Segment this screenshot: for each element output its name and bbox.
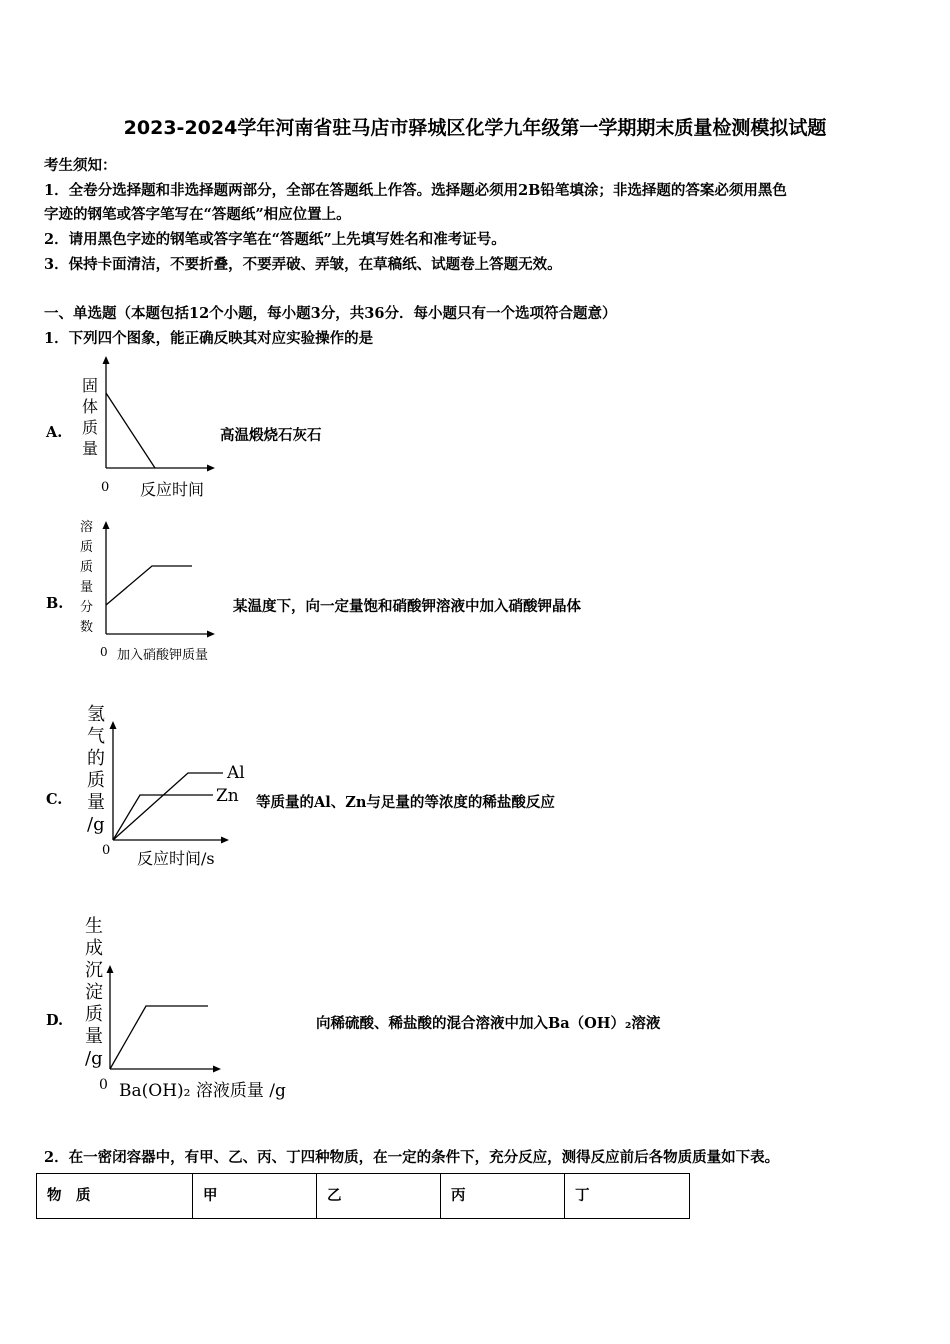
option-b-curve	[106, 566, 192, 605]
option-c-label: C.	[46, 791, 63, 808]
notice-item-1-line-2: 字迹的钢笔或答字笔写在“答题纸”相应位置上。	[44, 206, 351, 223]
option-d-ylabel-4: 淀	[85, 982, 103, 1003]
option-d-label: D.	[46, 1012, 64, 1029]
option-b-description: 某温度下，向一定量饱和硝酸钾溶液中加入硝酸钾晶体	[233, 598, 581, 615]
option-d-curve	[110, 1006, 208, 1069]
zn-curve	[113, 795, 213, 840]
option-b-origin: 0	[100, 645, 108, 659]
option-d-ylabel-1: 生	[85, 916, 103, 937]
option-d-description: 向稀硫酸、稀盐酸的混合溶液中加入Ba（OH）₂溶液	[316, 1015, 661, 1032]
option-c-description: 等质量的Al、Zn与足量的等浓度的稀盐酸反应	[256, 794, 555, 811]
table-cell: 甲	[193, 1174, 317, 1219]
option-d-ylabel-7: /g	[85, 1048, 103, 1069]
option-b-ylabel-1: 溶	[80, 520, 94, 535]
option-b-ylabel-3: 质	[80, 560, 94, 575]
option-d-ylabel-5: 质	[85, 1004, 103, 1025]
page-title: 2023-2024学年河南省驻马店市驿城区化学九年级第一学期期末质量检测模拟试题	[123, 117, 827, 139]
option-a-ylabel-2: 体	[82, 397, 99, 416]
option-c-graph	[75, 698, 260, 873]
option-c-xlabel: 反应时间/s	[137, 849, 215, 868]
option-c-ylabel-2: 气	[87, 726, 105, 747]
option-a-curve	[106, 393, 155, 468]
table-cell: 乙	[317, 1174, 441, 1219]
table-cell: 丁	[565, 1174, 690, 1219]
option-d-graph	[75, 910, 320, 1105]
option-c-ylabel-4: 质	[87, 770, 105, 791]
option-b-ylabel-6: 数	[80, 620, 94, 635]
zn-series-label: Zn	[216, 786, 239, 806]
option-a-graph	[75, 355, 225, 503]
notice-item-2: 2．请用黑色字迹的钢笔或答字笔在“答题纸”上先填写姓名和准考证号。	[44, 231, 506, 248]
al-curve	[113, 773, 223, 840]
option-a-xlabel: 反应时间	[140, 480, 205, 499]
question-2-stem: 2．在一密闭容器中，有甲、乙、丙、丁四种物质，在一定的条件下，充分反应，测得反应前后各物质质量如下表。	[44, 1149, 780, 1166]
option-b-ylabel-5: 分	[80, 600, 94, 615]
option-b-ylabel-4: 量	[80, 580, 94, 595]
option-a-ylabel-1: 固	[82, 376, 99, 395]
section-heading: 一、单选题（本题包括12个小题，每小题3分，共36分．每小题只有一个选项符合题意）	[44, 305, 617, 322]
al-series-label: Al	[227, 763, 245, 783]
option-b-ylabel-2: 质	[80, 540, 94, 555]
option-d-ylabel-3: 沉	[85, 960, 103, 981]
option-a-description: 高温煅烧石灰石	[220, 427, 322, 444]
option-d-xlabel: Ba(OH)₂ 溶液质量 /g	[119, 1081, 286, 1101]
table-cell: 丙	[441, 1174, 565, 1219]
question-1-stem: 1．下列四个图象，能正确反映其对应实验操作的是	[44, 330, 374, 347]
option-b-xlabel: 加入硝酸钾质量	[117, 648, 209, 663]
notice-heading: 考生须知：	[44, 157, 117, 174]
option-c-origin: 0	[102, 843, 111, 858]
option-a-ylabel-3: 质	[82, 418, 99, 437]
option-a-ylabel-4: 量	[82, 439, 99, 458]
notice-item-1-line-1: 1．全卷分选择题和非选择题两部分，全部在答题纸上作答。选择题必须用2B铅笔填涂；非选择题的答案必须用黑色	[44, 182, 787, 199]
option-d-ylabel-6: 量	[85, 1026, 103, 1047]
option-c-ylabel-5: 量	[87, 792, 105, 813]
notice-item-3: 3．保持卡面清洁，不要折叠，不要弄破、弄皱，在草稿纸、试题卷上答题无效。	[44, 256, 562, 273]
option-d-ylabel-2: 成	[85, 938, 103, 959]
option-a-label: A.	[46, 424, 63, 441]
option-d-origin: 0	[99, 1077, 108, 1093]
table-header-row	[37, 1174, 690, 1219]
option-c-ylabel-1: 氢	[87, 704, 105, 725]
option-b-label: B.	[46, 595, 64, 612]
substance-table	[36, 1173, 690, 1219]
option-c-ylabel-3: 的	[87, 748, 105, 769]
option-a-origin: 0	[101, 480, 110, 495]
option-b-graph	[75, 512, 235, 667]
option-c-ylabel-6: /g	[87, 814, 105, 835]
table-cell: 物 质	[37, 1174, 193, 1219]
